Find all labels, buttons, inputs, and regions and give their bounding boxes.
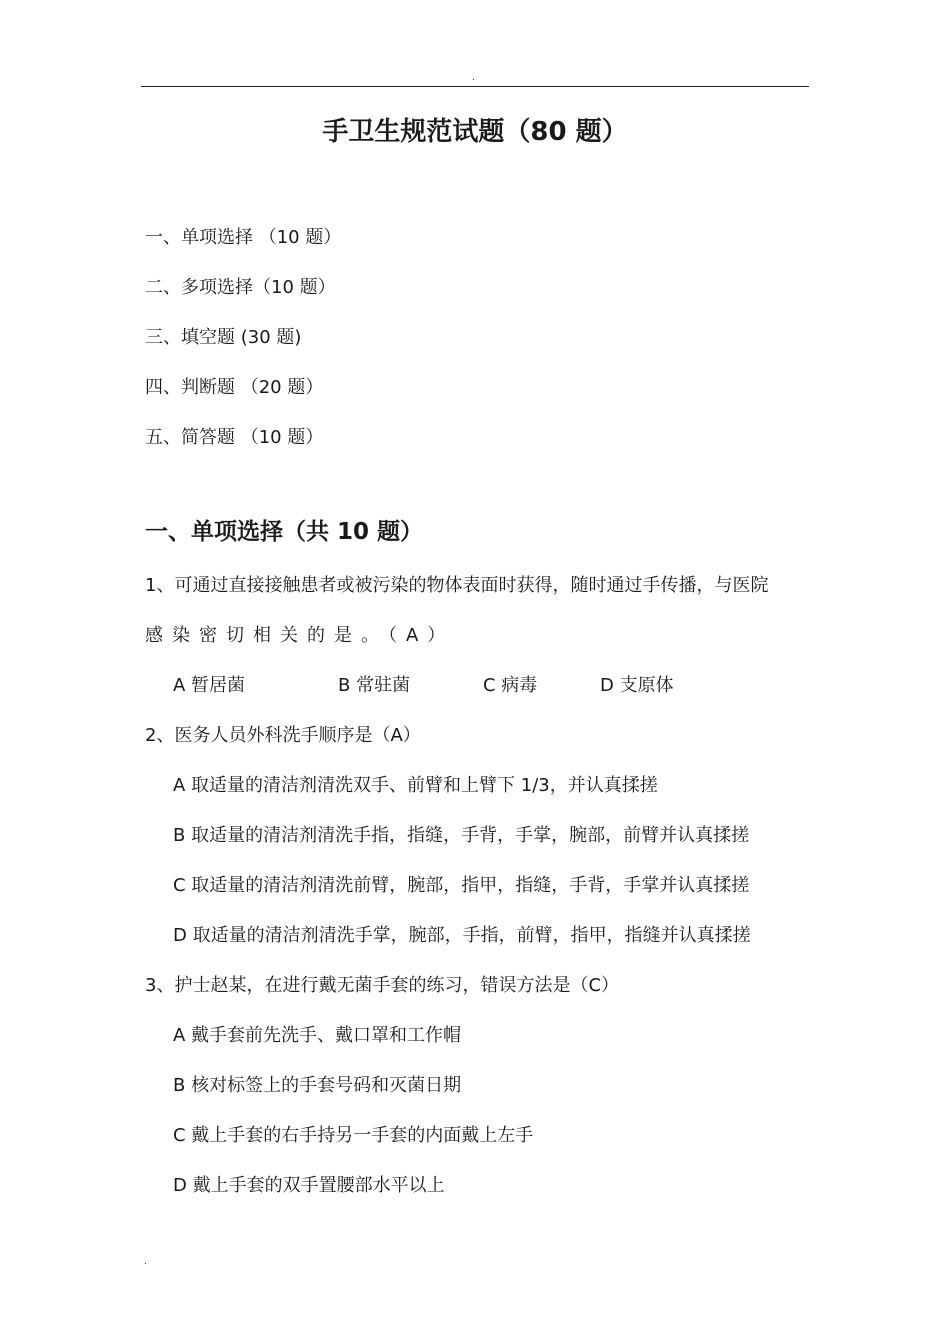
option: A 暂居菌 — [173, 675, 246, 696]
option: B 取适量的清洁剂清洗手指，指缝，手背，手掌，腕部，前臂并认真揉搓 — [173, 825, 750, 846]
option: A 戴手套前先洗手、戴口罩和工作帽 — [173, 1025, 462, 1046]
question-1-stem: 1、可通过直接接触患者或被污染的物体表面时获得，随时通过手传播，与医院 — [145, 575, 769, 596]
option: C 取适量的清洁剂清洗前臂，腕部，指甲，指缝，手背，手掌并认真揉搓 — [173, 875, 750, 896]
page-title: 手卫生规范试题（80 题） — [322, 117, 628, 147]
table-of-contents — [145, 222, 341, 472]
option: C 戴上手套的右手持另一手套的内面戴上左手 — [173, 1125, 534, 1146]
question-2-stem: 2、医务人员外科洗手顺序是（A） — [145, 725, 421, 746]
footer-mark: . — [144, 1257, 147, 1267]
toc-item: 三、填空题 (30 题) — [145, 327, 302, 348]
toc-item: 一、单项选择 （10 题） — [145, 227, 342, 248]
option: D 取适量的清洁剂清洗手掌，腕部，手指，前臂，指甲，指缝并认真揉搓 — [173, 925, 751, 946]
option: C 病毒 — [483, 675, 538, 696]
section-heading: 一、单项选择（共 10 题） — [145, 519, 424, 545]
option: D 戴上手套的双手置腰部水平以上 — [173, 1175, 445, 1196]
question-1-options — [145, 668, 815, 718]
question-1-stem-continued: 感染密切相关的是。（A） — [145, 625, 455, 646]
option: A 取适量的清洁剂清洗双手、前臂和上臂下 1/3，并认真揉搓 — [173, 775, 658, 796]
toc-item: 四、判断题 （20 题） — [145, 377, 324, 398]
header-rule — [141, 86, 809, 87]
header-mark: . — [472, 73, 475, 83]
option: B 常驻菌 — [338, 675, 411, 696]
toc-item: 五、简答题 （10 题） — [145, 427, 324, 448]
question-3-stem: 3、护士赵某，在进行戴无菌手套的练习，错误方法是（C） — [145, 975, 620, 996]
option: B 核对标签上的手套号码和灭菌日期 — [173, 1075, 462, 1096]
option: D 支原体 — [600, 675, 674, 696]
question-list — [145, 568, 815, 1218]
toc-item: 二、多项选择（10 题） — [145, 277, 336, 298]
